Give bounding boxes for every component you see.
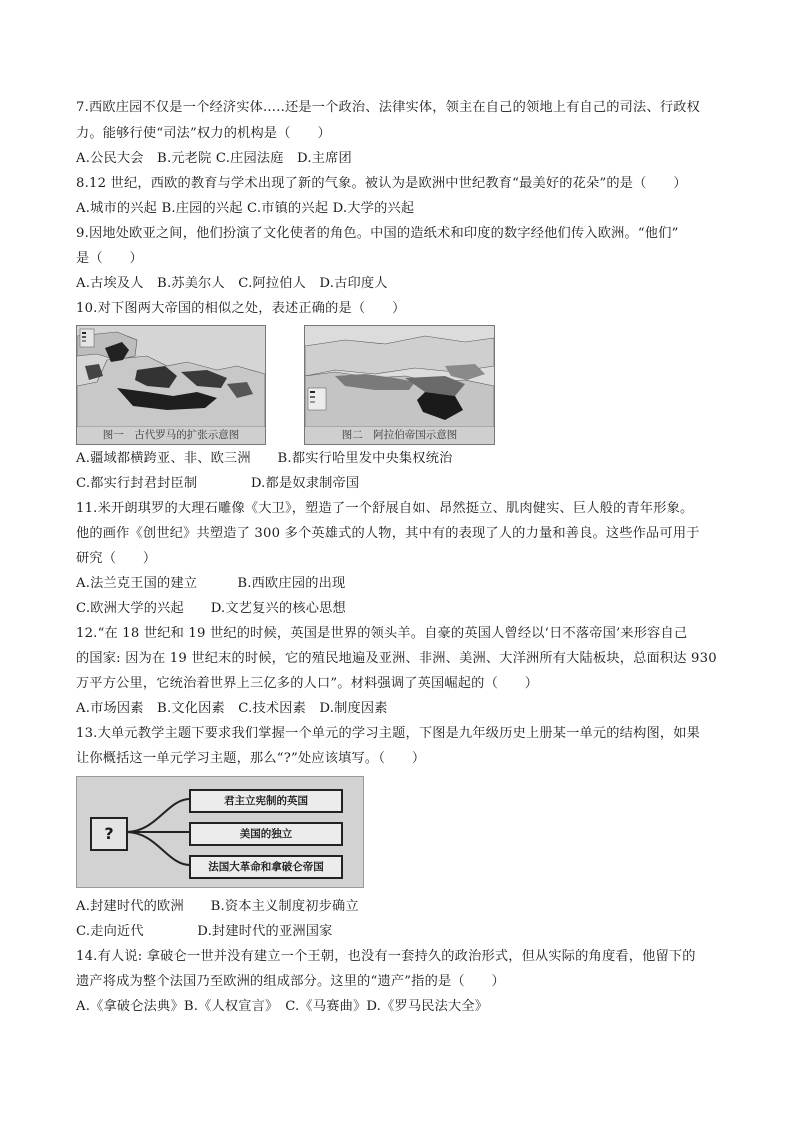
q11-stem-line3: 研究（ ） [76, 551, 157, 566]
q11-stem-line1: 11.米开朗琪罗的大理石雕像《大卫》，塑造了一个舒展自如、昂然挺立、肌肉健实、巨人般的青年形象。 [76, 501, 694, 516]
roman-expansion-map [76, 325, 266, 445]
q14-stem-line1: 14.有人说: 拿破仑一世并没有建立一个王朝，也没有一套持久的政治形式，但从实际的角度看，他留下的 [76, 949, 696, 964]
diagram-item-france: 法国大革命和拿破仑帝国 [189, 855, 343, 879]
arab-empire-map [304, 325, 495, 445]
roman-map-caption: 图一 古代罗马的扩张示意图 [77, 427, 265, 444]
q9-stem-line1: 9.因地处欧亚之间，他们扮演了文化使者的角色。中国的造纸术和印度的数字经他们传入欧洲。“他们” [76, 226, 679, 241]
q12-stem-line1: 12.“在 18 世纪和 19 世纪的时候，英国是世界的领头羊。自豪的英国人曾经以‘日不落帝国’来形容自己 [76, 626, 688, 641]
q7-stem-line1: 7.西欧庄园不仅是一个经济实体.....还是一个政治、法律实体，领主在自己的领地上有自己的司法、行政权 [76, 100, 700, 115]
q11-options-row2: C.欧洲大学的兴起 D.文艺复兴的核心思想 [76, 601, 346, 616]
q12-stem-line2: 的国家: 因为在 19 世纪末的时候，它的殖民地遍及亚洲、非洲、美洲、大洋洲所有大陆板块，总面积达 930 [76, 651, 717, 666]
q11-options-row1: A.法兰克王国的建立 B.西欧庄园的出现 [76, 576, 346, 591]
q7-options: A.公民大会 B.元老院 C.庄园法庭 D.主席团 [76, 151, 352, 166]
q9-options: A.古埃及人 B.苏美尔人 C.阿拉伯人 D.古印度人 [76, 276, 388, 291]
arab-map-caption: 图二 阿拉伯帝国示意图 [305, 427, 494, 444]
q8-options: A.城市的兴起 B.庄园的兴起 C.市镇的兴起 D.大学的兴起 [76, 201, 415, 216]
unit-structure-diagram [76, 776, 364, 888]
q7-stem-line2: 力。能够行使“司法”权力的机构是（ ） [76, 126, 331, 141]
diagram-item-england: 君主立宪制的英国 [189, 789, 343, 813]
q9-stem-line2: 是（ ） [76, 251, 143, 266]
q10-options-row2: C.都实行封君封臣制 D.都是奴隶制帝国 [76, 476, 360, 491]
q10-stem: 10.对下图两大帝国的相似之处，表述正确的是（ ） [76, 301, 406, 316]
q11-stem-line2: 他的画作《创世纪》共塑造了 300 多个英雄式的人物，其中有的表现了人的力量和善良。这些作品可用于 [76, 526, 700, 541]
q10-options-row1: A.疆域都横跨亚、非、欧三洲 B.都实行哈里发中央集权统治 [76, 451, 453, 466]
q13-options-row2: C.走向近代 D.封建时代的亚洲国家 [76, 924, 333, 939]
roman-map-image [77, 326, 265, 427]
q14-stem-line2: 遗产将成为整个法国乃至欧洲的组成部分。这里的“遗产”指的是（ ） [76, 974, 505, 989]
q13-stem-line1: 13.大单元教学主题下要求我们掌握一个单元的学习主题，下图是九年级历史上册某一单元的结构图，如果 [76, 726, 701, 741]
q13-stem-line2: 让你概括这一单元学习主题，那么“?”处应该填写。（ ） [76, 751, 426, 766]
q12-stem-line3: 万平方公里，它统治着世界上三亿多的人口”。材料强调了英国崛起的（ ） [76, 676, 539, 691]
q14-options: A.《拿破仑法典》B.《人权宣言》 C.《马赛曲》D.《罗马民法大全》 [76, 999, 489, 1014]
q12-options: A.市场因素 B.文化因素 C.技术因素 D.制度因素 [76, 701, 388, 716]
diagram-item-america: 美国的独立 [189, 822, 343, 846]
q13-options-row1: A.封建时代的欧洲 B.资本主义制度初步确立 [76, 899, 359, 914]
arab-map-image [305, 326, 494, 427]
q8-stem: 8.12 世纪，西欧的教育与学术出现了新的气象。被认为是欧洲中世纪教育“最美好的花朵”的是（ ） [76, 176, 687, 191]
diagram-question-box: ? [90, 817, 128, 851]
